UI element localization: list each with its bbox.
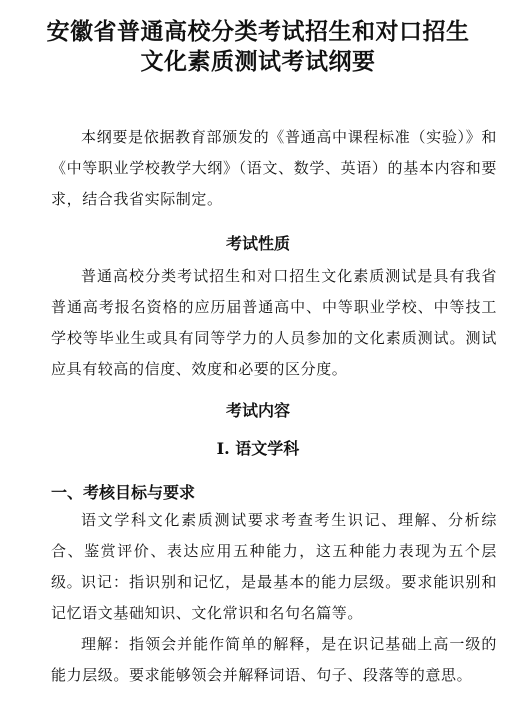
document-title-line-1: 安徽省普通高校分类考试招生和对口招生 — [46, 18, 470, 45]
part-heading-objectives: 一、考核目标与要求 — [51, 483, 196, 502]
objectives-paragraph: 语文学科文化素质测试要求考查考生识记、理解、分析综合、鉴赏评价、表达应用五种能力，这五种能力表现为五个层级。 — [51, 511, 497, 591]
subject-heading-chinese: I. 语文学科 — [216, 439, 300, 458]
document-title-line-2: 文化素质测试考试纲要 — [140, 48, 376, 75]
section-heading-content: 考试内容 — [225, 401, 290, 420]
intro-paragraph: 本纲要是依据教育部颁发的《普通高中课程标准（实验）》和《中等职业学校教学大纲》（语文、数学、英语）的基本内容和要求，结合我省实际制定。 — [51, 128, 497, 208]
nature-paragraph: 普通高校分类考试招生和对口招生文化素质测试是具有我省普通高考报名资格的应历届普通高中、中等职业学校、中等技工学校等毕业生或具有同等学力的人员参加的文化素质测试。测试应具有较高的信度、效度和必要的区分度。 — [51, 267, 497, 378]
section-heading-nature: 考试性质 — [225, 234, 290, 253]
comprehension-paragraph: 理解：指领会并能作简单的解释，是在识记基础上高一级的能力层级。要求能够领会并解释词语、句子、段落等的意思。 — [51, 635, 497, 684]
recall-paragraph: 识记：指识别和记忆，是最基本的能力层级。要求能识别和记忆语文基础知识、文化常识和名句名篇等。 — [51, 573, 497, 622]
